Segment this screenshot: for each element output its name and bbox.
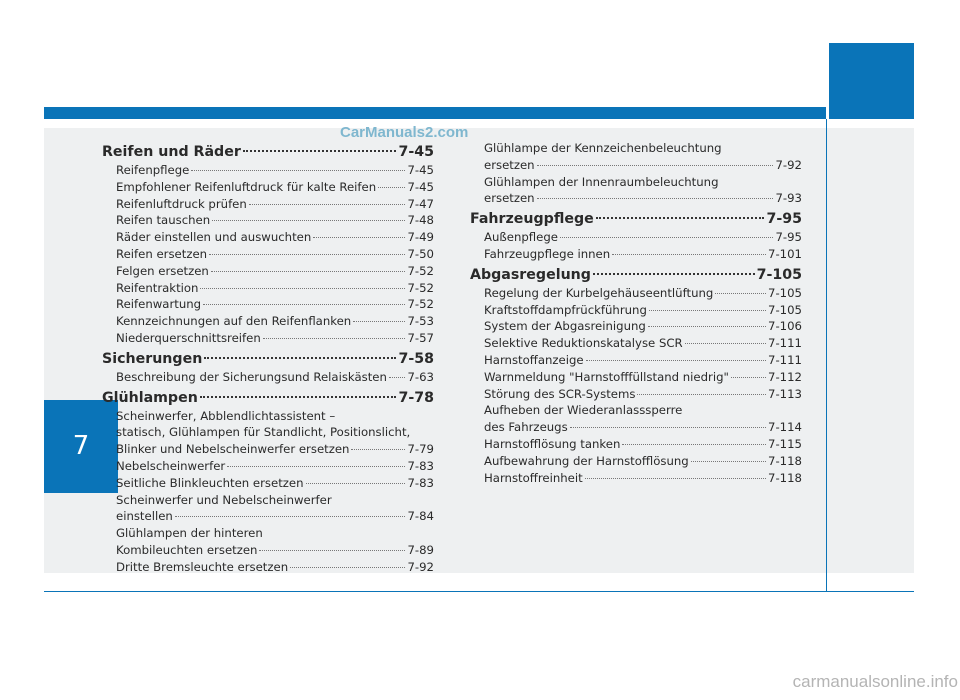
dot-leader <box>612 254 766 255</box>
entry-title: System der Abgasreinigung <box>484 319 646 334</box>
toc-entry[interactable] <box>102 369 434 386</box>
toc-entry[interactable] <box>102 229 434 246</box>
section-title: Abgasregelung <box>470 266 591 283</box>
toc-section-heading[interactable] <box>102 349 434 369</box>
toc-entry[interactable] <box>102 246 434 263</box>
entry-title: Felgen ersetzen <box>116 263 209 278</box>
page-number: 7-52 <box>407 280 434 295</box>
toc-entry[interactable] <box>470 352 802 369</box>
dot-leader <box>227 466 405 467</box>
page-number: 7-92 <box>407 559 434 574</box>
page-number: 7-114 <box>768 420 802 435</box>
entry-title: Regelung der Kurbelgehäuseentlüftung <box>484 285 714 300</box>
dot-leader <box>637 394 766 395</box>
page-number: 7-112 <box>768 369 802 384</box>
entry-title: Außenpflege <box>484 230 558 245</box>
toc-entry[interactable] <box>470 246 802 263</box>
dot-leader <box>306 483 406 484</box>
dot-leader <box>537 165 774 166</box>
dot-leader <box>313 237 405 238</box>
dot-leader <box>586 360 766 361</box>
dot-leader <box>560 237 774 238</box>
toc-entry[interactable] <box>102 441 434 458</box>
toc-entry[interactable] <box>102 162 434 179</box>
entry-title: einstellen <box>116 509 173 524</box>
dot-leader <box>353 321 405 322</box>
entry-title: Kombileuchten ersetzen <box>116 542 258 557</box>
page-number: 7-58 <box>398 350 434 367</box>
entry-title: Empfohlener Reifenluftdruck für kalte Reifen <box>116 179 377 194</box>
section-title: Glühlampen <box>102 389 198 406</box>
toc-entry[interactable] <box>470 302 802 319</box>
page-number: 7-106 <box>768 319 802 334</box>
entry-title: Reifen tauschen <box>116 213 211 228</box>
page-number: 7-115 <box>768 436 802 451</box>
dot-leader <box>249 204 406 205</box>
page-number: 7-79 <box>407 442 434 457</box>
dot-leader <box>593 273 755 275</box>
dot-leader <box>570 427 766 428</box>
entry-title: Reifenluftdruck prüfen <box>116 196 247 211</box>
entry-title: Reifenpflege <box>116 163 190 177</box>
page-number: 7-48 <box>407 213 434 228</box>
bottom-rule <box>44 591 914 592</box>
dot-leader <box>648 326 766 327</box>
page-number: 7-111 <box>768 352 802 367</box>
dot-leader <box>691 461 766 462</box>
toc-entry[interactable] <box>102 458 434 475</box>
page-number: 7-47 <box>407 196 434 211</box>
entry-title: Fahrzeugpflege innen <box>484 246 611 261</box>
toc-section-heading[interactable] <box>470 209 802 229</box>
header-bar <box>44 107 826 119</box>
page-number: 7-53 <box>407 314 434 329</box>
page-number: 7-49 <box>407 230 434 245</box>
entry-title: Räder einstellen und auswuchten <box>116 230 312 245</box>
toc-section-heading[interactable] <box>102 142 434 162</box>
entry-title: Blinker und Nebelscheinwerfer ersetzen <box>116 442 350 457</box>
dot-leader <box>290 567 405 568</box>
dot-leader <box>259 550 405 551</box>
toc-entry[interactable] <box>102 296 434 313</box>
toc-entry[interactable] <box>470 318 802 335</box>
toc-left-column <box>102 140 434 576</box>
dot-leader <box>622 444 766 445</box>
section-title: Fahrzeugpflege <box>470 211 594 228</box>
toc-text-line: Scheinwerfer und Nebelscheinwerfer <box>116 492 332 507</box>
page-number: 7-84 <box>407 509 434 524</box>
toc-text-line: Scheinwerfer, Abblendlichtassistent – <box>116 408 336 423</box>
entry-title: ersetzen <box>484 157 535 172</box>
dot-leader <box>731 377 766 378</box>
toc-entry[interactable] <box>102 508 434 525</box>
toc-entry[interactable] <box>102 313 434 330</box>
dot-leader <box>649 310 766 311</box>
page-number: 7-95 <box>775 230 802 245</box>
entry-title: Störung des SCR-Systems <box>484 386 636 401</box>
page-number: 7-45 <box>407 179 434 194</box>
entry-title: ersetzen <box>484 191 535 206</box>
toc-entry[interactable] <box>470 453 802 470</box>
dot-leader <box>537 198 774 199</box>
page-number: 7-45 <box>398 144 434 160</box>
page-number: 7-78 <box>398 389 434 406</box>
right-divider-line <box>826 119 827 592</box>
entry-title: Kraftstoffdampfrückführung <box>484 302 647 317</box>
page-number: 7-105 <box>768 302 802 317</box>
page-number: 7-118 <box>768 470 802 485</box>
toc-text-line: Aufheben der Wiederanlasssperre <box>484 403 683 418</box>
toc-section-heading[interactable] <box>470 265 802 285</box>
entry-title: Dritte Bremsleuchte ersetzen <box>116 559 289 574</box>
dot-leader <box>585 478 766 479</box>
watermark-footer: carmanualsonline.info <box>792 672 958 691</box>
page-number: 7-105 <box>756 266 802 283</box>
entry-title: Reifenwartung <box>116 297 202 312</box>
entry-title: Reifentraktion <box>116 280 199 295</box>
dot-leader <box>203 304 405 305</box>
entry-title: Seitliche Blinkleuchten ersetzen <box>116 475 304 490</box>
toc-entry[interactable] <box>470 470 802 487</box>
entry-title: Warnmeldung "Harnstofffüllstand niedrig" <box>484 369 729 384</box>
toc-entry[interactable] <box>102 330 434 347</box>
toc-text-line: Glühlampe der Kennzeichenbeleuchtung <box>484 141 722 155</box>
toc-entry[interactable] <box>102 280 434 297</box>
entry-title: Aufbewahrung der Harnstofflösung <box>484 453 689 468</box>
toc-entry[interactable] <box>470 335 802 352</box>
dot-leader <box>175 516 406 517</box>
entry-title: Niederquerschnittsreifen <box>116 330 261 345</box>
dot-leader <box>351 449 405 450</box>
dot-leader <box>211 271 406 272</box>
toc-text-line: Glühlampen der Innenraumbeleuchtung <box>484 174 719 189</box>
chapter-number: 7 <box>72 431 90 461</box>
toc-entry[interactable] <box>102 542 434 559</box>
page-number: 7-89 <box>407 542 434 557</box>
page-number: 7-113 <box>768 386 802 401</box>
entry-title: Harnstofflösung tanken <box>484 436 621 451</box>
dot-leader <box>389 377 406 378</box>
page-number: 7-50 <box>407 246 434 261</box>
toc-entry[interactable] <box>102 263 434 280</box>
toc-text-line: Glühlampen der hinteren <box>116 526 263 541</box>
dot-leader <box>596 217 765 219</box>
page-number: 7-95 <box>766 211 802 228</box>
page-number: 7-118 <box>768 453 802 468</box>
dot-leader <box>212 220 405 221</box>
entry-title: Nebelscheinwerfer <box>116 458 226 473</box>
toc-entry[interactable] <box>102 559 434 576</box>
toc-entry[interactable] <box>102 179 434 196</box>
page-number: 7-83 <box>407 458 434 473</box>
toc-right-column <box>470 140 802 486</box>
entry-title: Beschreibung der Sicherungsund Relaiskästen <box>116 369 387 384</box>
section-title: Sicherungen <box>102 350 203 367</box>
watermark-logo: CarManuals2.com <box>340 124 469 141</box>
page-number: 7-92 <box>775 157 802 172</box>
dot-leader <box>204 357 396 359</box>
dot-leader <box>715 293 766 294</box>
dot-leader <box>200 288 405 289</box>
entry-title: Harnstoffreinheit <box>484 470 583 485</box>
chapter-tab-block <box>829 43 914 119</box>
entry-title: des Fahrzeugs <box>484 420 568 435</box>
page-number: 7-83 <box>407 475 434 490</box>
page-number: 7-93 <box>775 191 802 206</box>
entry-title: Selektive Reduktionskatalyse SCR <box>484 336 683 351</box>
toc-entry[interactable] <box>470 157 802 174</box>
dot-leader <box>263 338 406 339</box>
page-number: 7-57 <box>407 330 434 345</box>
dot-leader <box>209 254 405 255</box>
page-number: 7-105 <box>768 285 802 300</box>
toc-entry[interactable] <box>470 190 802 207</box>
toc-text-line: statisch, Glühlampen für Standlicht, Positionslicht, <box>116 425 411 440</box>
page-number: 7-63 <box>407 369 434 384</box>
toc-section-heading[interactable] <box>102 388 434 408</box>
toc-entry[interactable] <box>102 212 434 229</box>
entry-title: Reifen ersetzen <box>116 246 208 261</box>
page-number: 7-101 <box>768 246 802 261</box>
toc-entry[interactable] <box>470 229 802 246</box>
dot-leader <box>685 343 766 344</box>
toc-entry[interactable] <box>470 386 802 403</box>
toc-entry[interactable] <box>470 436 802 453</box>
page-number: 7-52 <box>407 263 434 278</box>
dot-leader <box>200 396 397 398</box>
toc-entry[interactable] <box>102 196 434 213</box>
dot-leader <box>378 187 405 188</box>
toc-entry[interactable] <box>470 419 802 436</box>
toc-entry[interactable] <box>102 475 434 492</box>
dot-leader <box>243 150 397 152</box>
toc-entry[interactable] <box>470 285 802 302</box>
section-title: Reifen und Räder <box>102 144 241 160</box>
page-number: 7-45 <box>407 163 434 177</box>
dot-leader <box>191 170 405 171</box>
page-number: 7-52 <box>407 297 434 312</box>
entry-title: Harnstoffanzeige <box>484 352 584 367</box>
entry-title: Kennzeichnungen auf den Reifenflanken <box>116 314 352 329</box>
page-number: 7-111 <box>768 336 802 351</box>
toc-entry[interactable] <box>470 369 802 386</box>
